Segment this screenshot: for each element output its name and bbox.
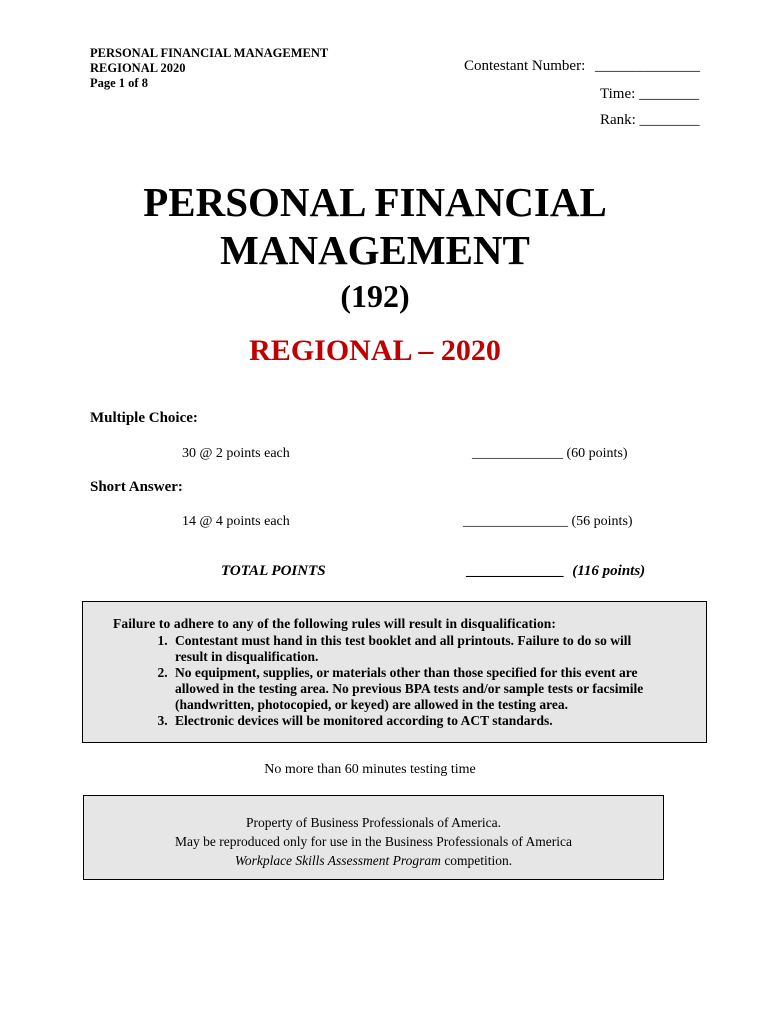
program-name: Workplace Skills Assessment Program [234, 853, 441, 868]
contestant-number-blank: ______________ [594, 58, 700, 74]
document-header [90, 46, 328, 91]
property-line-3-rest: competition. [440, 853, 513, 868]
rule-item: 2. No equipment, supplies, or materials other than those specified for this event are allowed in the testing area. No previous BPA tests and/or sample tests or facsimile (handwritten, photocopied, or keyed) are allowed in the testing area. [171, 665, 651, 713]
rule-item: 3. Electronic devices will be monitored according to ACT standards. [171, 713, 651, 729]
event-level: REGIONAL – 2020 [249, 334, 501, 367]
multiple-choice-score [472, 446, 628, 462]
total-points-label: TOTAL POINTS [221, 563, 326, 579]
short-answer-detail: 14 @ 4 points each [182, 514, 290, 529]
page-indicator: Page 1 of 8 [90, 76, 148, 90]
rank-label: Rank: [600, 112, 636, 128]
rule-item: 1. Contestant must hand in this test booklet and all printouts. Failure to do so will result in disqualification. [171, 633, 651, 665]
property-line-2: May be reproduced only for use in the Business Professionals of America [174, 834, 573, 849]
short-answer-points: (56 points) [571, 514, 633, 529]
property-line-3 [84, 851, 663, 870]
property-line-1: Property of Business Professionals of America. [246, 815, 501, 830]
contestant-number-label: Contestant Number: [464, 58, 586, 74]
rank-blank: ________ [639, 112, 700, 128]
total-points-value: (116 points) [572, 563, 646, 579]
property-notice-box [83, 795, 664, 880]
multiple-choice-detail: 30 @ 2 points each [182, 446, 290, 461]
total-points-score [467, 563, 645, 580]
multiple-choice-points: (60 points) [566, 446, 628, 461]
short-answer-heading: Short Answer: [90, 479, 183, 495]
multiple-choice-heading: Multiple Choice: [90, 410, 198, 426]
time-field [600, 86, 699, 103]
total-points-blank: _____________ [467, 563, 565, 579]
short-answer-blank: _______________ [463, 514, 568, 529]
rules-list [113, 633, 651, 729]
rank-field [600, 112, 700, 129]
title-line-1: PERSONAL FINANCIAL [143, 179, 607, 225]
header-subtitle: REGIONAL 2020 [90, 61, 186, 75]
header-title: PERSONAL FINANCIAL MANAGEMENT [90, 46, 329, 60]
title-line-2: MANAGEMENT [220, 227, 530, 273]
short-answer-score [463, 514, 633, 530]
time-blank: ________ [639, 86, 700, 102]
contestant-number-field [464, 58, 700, 75]
time-label: Time: [600, 86, 636, 102]
multiple-choice-blank: _____________ [472, 446, 563, 461]
page-title [0, 178, 750, 274]
rules-box [82, 601, 707, 743]
event-code: (192) [340, 278, 410, 314]
rules-heading: Failure to adhere to any of the following rules will result in disqualification: [113, 616, 557, 631]
time-limit-note: No more than 60 minutes testing time [264, 762, 476, 777]
